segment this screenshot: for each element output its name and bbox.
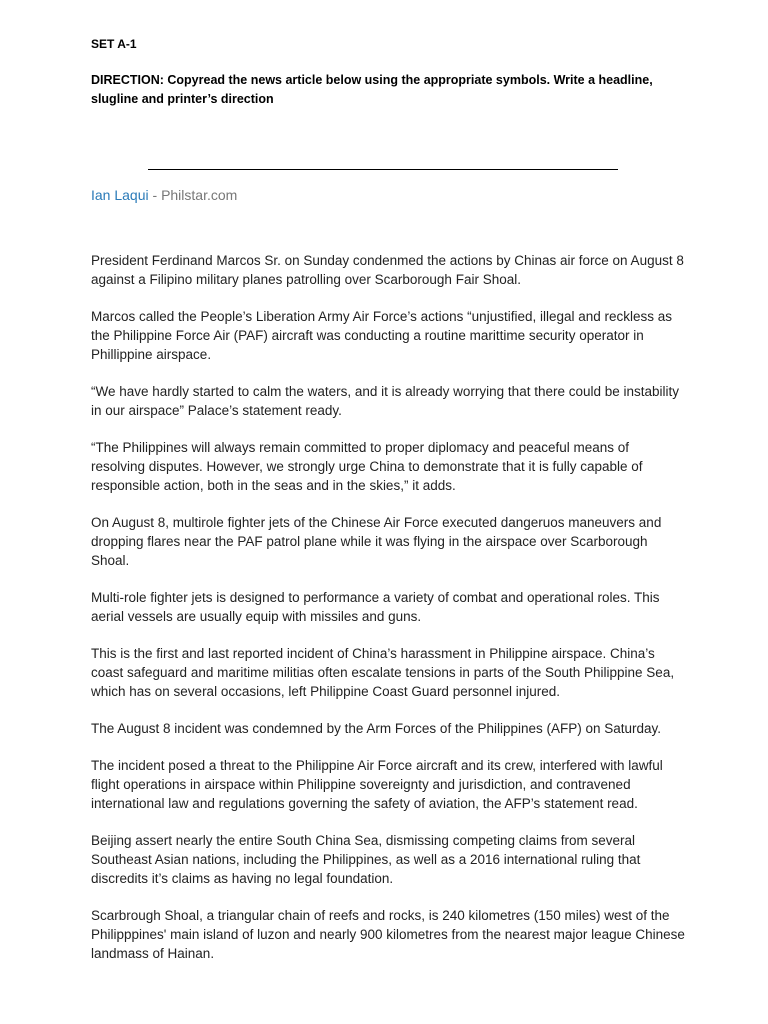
author-link[interactable]: Ian Laqui [91, 187, 149, 203]
set-label: SET A-1 [91, 37, 137, 51]
article-paragraph: Marcos called the People’s Liberation Army Air Force’s actions “unjustified, illegal and reckless as the Philippine Force Air (PAF) aircraft was conducting a routine marittime security operator in Phillippine airspace. [91, 309, 673, 362]
article-paragraph: The incident posed a threat to the Philippine Air Force aircraft and its crew, interfered with lawful flight operations in airspace within Philippine sovereignty and jurisdiction, and contravened international law and regulations governing the safety of aviation, the AFP’s statement read. [91, 758, 663, 811]
headline-blank-line [148, 169, 618, 170]
byline [91, 187, 237, 203]
article-paragraph: Scarbrough Shoal, a triangular chain of reefs and rocks, is 240 kilometres (150 miles) west of the Philipppines' main island of luzon and nearly 900 kilometres from the nearest major league Chinese landmass of Hainan. [91, 908, 685, 961]
article-paragraph: “We have hardly started to calm the waters, and it is already worrying that there could be instability in our airspace” Palace’s statement ready. [91, 384, 680, 418]
article-paragraph: This is the first and last reported incident of China’s harassment in Philippine airspace. China’s coast safeguard and maritime militias often escalate tensions in parts of the South Philippine Sea, which has on several occasions, left Philippine Coast Guard personnel injured. [91, 646, 675, 699]
article-paragraph: Multi-role fighter jets is designed to performance a variety of combat and operational roles. This aerial vessels are usually equip with missiles and guns. [91, 590, 660, 624]
article-paragraph: President Ferdinand Marcos Sr. on Sunday condenmed the actions by Chinas air force on August 8 against a Filipino military planes patrolling over Scarborough Fair Shoal. [91, 253, 684, 287]
article-paragraph: Beijing assert nearly the entire South China Sea, dismissing competing claims from several Southeast Asian nations, including the Philippines, as well as a 2016 international ruling that discredits it’s claims as having no legal foundation. [91, 833, 641, 886]
article-paragraph: The August 8 incident was condemned by the Arm Forces of the Philippines (AFP) on Saturday. [91, 721, 662, 736]
byline-source: Philstar.com [161, 187, 238, 203]
article-body [91, 251, 686, 981]
byline-separator: - [148, 187, 162, 203]
article-paragraph: “The Philippines will always remain committed to proper diplomacy and peaceful means of resolving disputes. However, we strongly urge China to demonstrate that it is fully capable of responsible action, both in the seas and in the skies,” it adds. [91, 440, 643, 493]
direction-text: DIRECTION: Copyread the news article below using the appropriate symbols. Write a headline, slugline and printer’s direction [91, 73, 653, 106]
article-paragraph: On August 8, multirole fighter jets of the Chinese Air Force executed dangeruos maneuvers and dropping flares near the PAF patrol plane while it was flying in the airspace over Scarborough Shoal. [91, 515, 662, 568]
